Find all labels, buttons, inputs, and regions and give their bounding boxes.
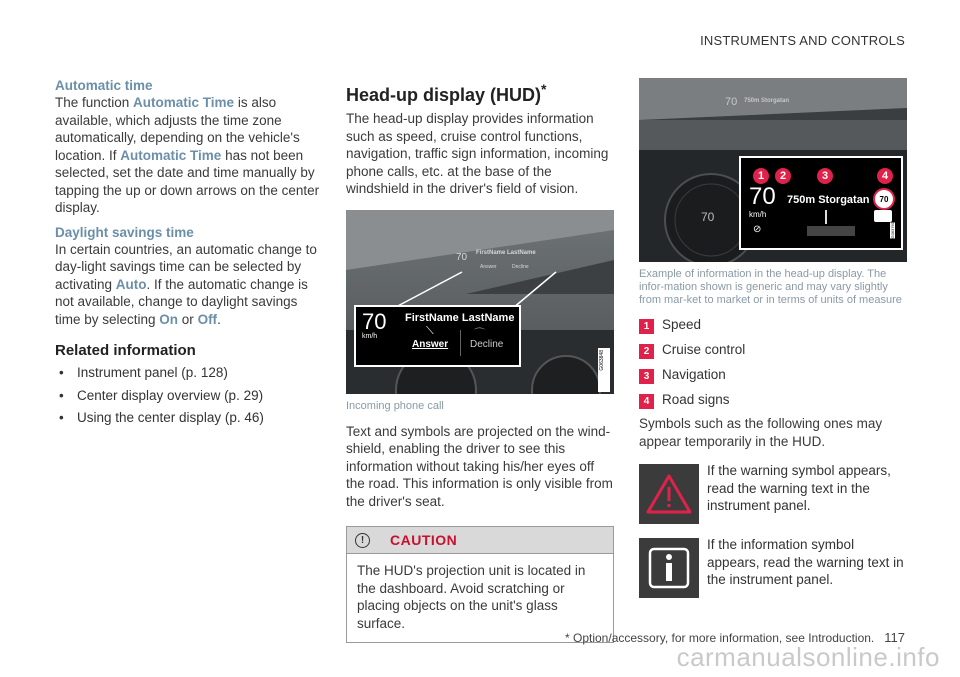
badge-2: 2: [775, 168, 791, 184]
hud-small-nav: 750m Storgatan: [744, 98, 790, 104]
caution-box: [346, 526, 614, 643]
hud-callout-box: [739, 156, 903, 250]
column-right: [639, 78, 907, 598]
callout-unit: km/h: [362, 332, 378, 340]
figure-code: G063760: [890, 222, 895, 239]
hud-intro: The head-up display provides information such as speed, cruise control functions, navigation, traffic sign information, incoming phone calls, etc. at the base of the windshield in the driver's field of vision.: [346, 111, 609, 196]
symbols-intro: Symbols such as the following ones may appear temporarily in the HUD.: [639, 416, 883, 449]
legend-item-cruise-control: [639, 342, 907, 359]
legend-label-cruise-control: Cruise control: [662, 342, 746, 357]
legend-number-2: 2: [639, 344, 654, 359]
caution-title: CAUTION: [390, 532, 458, 548]
watermark: carmanualsonline.info: [676, 642, 940, 672]
phone-decline-icon: ⌒: [474, 327, 485, 340]
section-title: INSTRUMENTS AND CONTROLS: [700, 33, 905, 48]
warning-symbol-text: If the warning symbol appears, read the warning text in the instrument panel.: [707, 463, 891, 513]
figure-code: G063848: [599, 349, 605, 371]
info-symbol-row: [639, 538, 907, 598]
dash-speed: 70: [701, 210, 715, 224]
no-overtaking-sign-icon: [874, 210, 892, 222]
legend-item-navigation: [639, 367, 907, 384]
warning-symbol-row: [639, 464, 907, 524]
warning-triangle-icon: [639, 464, 699, 524]
phone-answer-icon: ⟍: [426, 324, 434, 337]
related-link-using-center-display[interactable]: • Using the center display (p. 46): [55, 409, 323, 427]
callout-answer: Answer: [412, 338, 449, 350]
callout-divider: [460, 330, 461, 356]
incoming-call-caption: Incoming phone call: [346, 399, 444, 412]
navigation-arrow-icon: [825, 210, 827, 224]
callout-unit: km/h: [749, 210, 767, 219]
related-information-list: [55, 364, 323, 427]
caution-header: [347, 527, 613, 554]
caution-text: The HUD's projection unit is located in the dashboard. Avoid scratching or placing objects on the unit's glass surface.: [357, 563, 586, 631]
footer-note: * Option/accessory, for more information, see Introduction.: [565, 631, 875, 645]
hud-small-speed: 70: [725, 96, 738, 108]
automatic-time-heading: Automatic time: [55, 78, 153, 93]
automatic-time-paragraph: The function Automatic Time is also available, which adjusts the time zone automatically, depending on the vehicle's location. If Automatic Time has not been selected, set the date and time manually by tapping the up or down arrows on the center display.: [55, 95, 320, 215]
badge-4: 4: [877, 168, 893, 184]
daylight-savings-paragraph: In certain countries, an automatic change to day-light savings time can be selected by activating Auto. If the automatic change is not available, change to daylight savings time by selecting On or Off.: [55, 241, 317, 327]
callout-nav: 750m Storgatan: [787, 194, 870, 206]
legend-number-1: 1: [639, 319, 654, 334]
caution-exclamation-icon: !: [355, 533, 370, 548]
legend-number-3: 3: [639, 369, 654, 384]
information-icon: [639, 538, 699, 598]
related-link-instrument-panel[interactable]: • Instrument panel (p. 128): [55, 364, 323, 382]
badge-3: 3: [817, 168, 833, 184]
legend-item-speed: [639, 317, 907, 334]
related-link-center-display-overview[interactable]: • Center display overview (p. 29): [55, 387, 323, 405]
column-middle: [346, 78, 614, 643]
callout-caller-name: FirstName LastName: [405, 311, 515, 324]
info-symbol-text: If the information symbol appears, read the warning text in the instrument panel.: [707, 537, 904, 587]
hud-small-answer: Answer: [480, 263, 497, 270]
page-number: 117: [884, 630, 905, 645]
hud-projection-paragraph: Text and symbols are projected on the wind-shield, enabling the driver to see this information without taking his/her eyes off the road. This information is only visible from the driver's seat.: [346, 423, 613, 509]
hud-small-caller: FirstName LastName: [476, 249, 536, 256]
speed-limit-sign: 70: [873, 188, 895, 210]
legend-label-road-signs: Road signs: [662, 392, 730, 407]
cruise-control-icon: ⊘: [753, 224, 762, 235]
hud-example-caption: Example of information in the head-up display. The infor-mation shown is generic and may vary slightly from mar-ket to market or in terms of units of measure: [639, 268, 902, 306]
hud-small-decline: Decline: [512, 263, 529, 270]
callout-speed: 70: [362, 308, 387, 334]
lane-guidance-icon: [807, 226, 855, 236]
badge-1: 1: [753, 168, 769, 184]
daylight-savings-heading: Daylight savings time: [55, 224, 194, 240]
hud-callout-box: [354, 305, 521, 367]
callout-speed: 70: [749, 183, 776, 210]
hud-small-speed: 70: [456, 251, 468, 263]
legend-number-4: 4: [639, 394, 654, 409]
column-left: [55, 78, 323, 427]
hud-example-figure: [639, 78, 907, 262]
legend-label-navigation: Navigation: [662, 367, 726, 382]
legend-label-speed: Speed: [662, 317, 702, 332]
callout-decline: Decline: [470, 338, 504, 350]
legend-item-road-signs: [639, 392, 907, 409]
hud-heading: Head-up display (HUD)*: [346, 81, 547, 105]
incoming-call-figure: [346, 210, 614, 394]
related-information-heading: Related information: [55, 342, 196, 359]
